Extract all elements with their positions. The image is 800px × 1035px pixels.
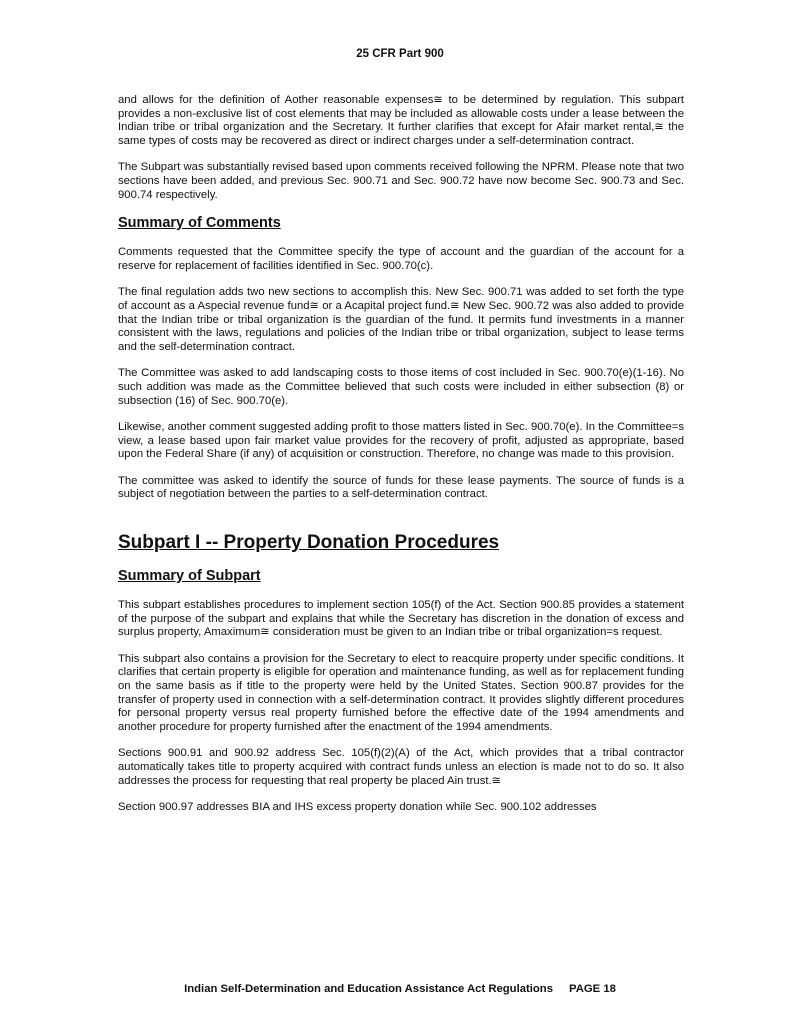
heading-summary-of-comments: Summary of Comments: [118, 215, 281, 232]
paragraph: The Subpart was substantially revised based upon comments received following the NPRM. Please note that two sections have been added, and previous Sec. 900.71 and Sec. 900.72 have now become Sec. 900.73 and Sec. 900.74 respectively.: [118, 161, 684, 201]
heading-summary-of-subpart: Summary of Subpart: [118, 568, 261, 585]
paragraph: This subpart establishes procedures to implement section 105(f) of the Act. Section 900.85 provides a statement of the purpose of the subpart and explains that while the Secretary has discretion in the donation of excess and surplus property, Amaximum≅ consideration must be given to an Indian tribe or tribal organization=s request.: [118, 599, 684, 639]
paragraph: and allows for the definition of Aother reasonable expenses≅ to be determined by regulation. This subpart provides a non-exclusive list of cost elements that may be included as allowable costs under a lease between the Indian tribe or tribal organization and the Secretary. It further clarifies that except for Afair market rental,≅ the same types of costs may be recovered as direct or indirect charges under a self-determination contract.: [118, 94, 684, 147]
footer-title: Indian Self-Determination and Education Assistance Act Regulations: [184, 983, 553, 995]
paragraph: Likewise, another comment suggested adding profit to those matters listed in Sec. 900.70(e). In the Committee=s view, a lease based upon fair market value provides for the recovery of profit, adjusted as appropriate, based upon the Federal Share (if any) of acquisition or construction. Therefore, no change was made to this provision.: [118, 421, 684, 461]
paragraph: Section 900.97 addresses BIA and IHS excess property donation while Sec. 900.102 addresses: [118, 801, 597, 814]
paragraph: The Committee was asked to add landscaping costs to those items of cost included in Sec. 900.70(e)(1-16). No such addition was made as the Committee believed that such costs were included in either subsection (8) or subsection (16) of Sec. 900.70(e).: [118, 367, 684, 407]
heading-subpart-i: Subpart I -- Property Donation Procedures: [118, 532, 500, 554]
paragraph: This subpart also contains a provision for the Secretary to elect to reacquire property under specific conditions. It clarifies that certain property is eligible for operation and maintenance funding, as well as for replacement funding on the same basis as if title to the property were held by the United States. Section 900.87 provides for the transfer of property used in connection with a self-determination contract. It provides slightly different procedures for personal property versus real property furnished before the effective date of the 1994 amendments and another procedure for property furnished after the enactment of the 1994 amendments.: [118, 652, 684, 733]
paragraph: Comments requested that the Committee specify the type of account and the guardian of the account for a reserve for replacement of facilities identified in Sec. 900.70(c).: [118, 246, 684, 272]
paragraph: The committee was asked to identify the source of funds for these lease payments. The source of funds is a subject of negotiation between the parties to a self-determination contract.: [118, 474, 684, 501]
page-number: PAGE 18: [569, 983, 616, 995]
page-footer: [0, 983, 800, 995]
page-header: 25 CFR Part 900: [356, 48, 444, 60]
paragraph: The final regulation adds two new sections to accomplish this. New Sec. 900.71 was added to set forth the type of account as a Aspecial revenue fund≅ or a Acapital project fund.≅ New Sec. 900.72 was also added to provide that the Indian tribe or tribal organization is the guardian of the fund. It permits fund investments in a manner consistent with the laws, regulations and policies of the Indian tribe or tribal organization, subject to lease terms and the self-determination contract.: [118, 286, 684, 353]
document-body: [118, 94, 684, 815]
paragraph: Sections 900.91 and 900.92 address Sec. 105(f)(2)(A) of the Act, which provides that a tribal contractor automatically takes title to property acquired with contract funds unless an election is made not to do so. It also addresses the process for requesting that real property be placed Ain trust.≅: [118, 747, 684, 787]
